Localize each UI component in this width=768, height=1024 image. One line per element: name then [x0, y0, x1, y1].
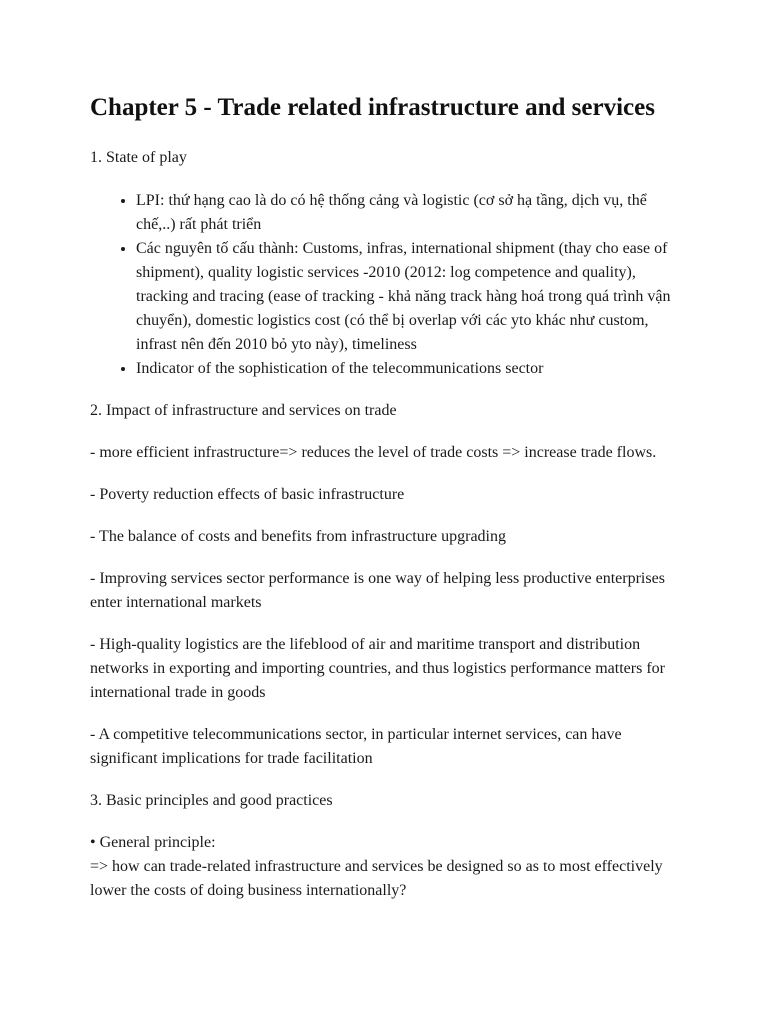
- general-principle-text: => how can trade-related infrastructure and services be designed so as to most effectively lower the costs of doing business internationally?: [90, 858, 663, 899]
- paragraph: - High-quality logistics are the lifeblood of air and maritime transport and distribution networks in exporting and importing countries, and thus logistics performance matters for international trade in goods: [90, 636, 665, 701]
- general-principle-block: [90, 831, 686, 903]
- paragraph: - more efficient infrastructure=> reduces the level of trade costs => increase trade flows.: [90, 444, 657, 461]
- paragraph: - Poverty reduction effects of basic infrastructure: [90, 486, 405, 503]
- section-heading-principles: 3. Basic principles and good practices: [90, 792, 333, 809]
- page-title: Chapter 5 - Trade related infrastructure and services: [90, 94, 655, 121]
- general-principle-label: • General principle:: [90, 834, 216, 851]
- state-of-play-list: [90, 189, 686, 381]
- document-page: [90, 90, 686, 921]
- list-item: • Indicator of the sophistication of the telecommunications sector: [136, 357, 686, 381]
- paragraph: - The balance of costs and benefits from infrastructure upgrading: [90, 528, 506, 545]
- paragraph: - Improving services sector performance is one way of helping less productive enterprises enter international markets: [90, 570, 665, 611]
- section-heading-impact: 2. Impact of infrastructure and services on trade: [90, 402, 397, 419]
- paragraph: - A competitive telecommunications sector, in particular internet services, can have significant implications for trade facilitation: [90, 726, 622, 767]
- list-item: • LPI: thứ hạng cao là do có hệ thống cảng và logistic (cơ sở hạ tầng, dịch vụ, thể chế,..) rất phát triển: [136, 189, 686, 237]
- list-item: • Các nguyên tố cấu thành: Customs, infras, international shipment (thay cho ease of shipment), quality logistic services -2010 (2012: log competence and quality), tracking and tracing (ease of tracking - khả năng track hàng hoá trong quá trình vận chuyển), domestic logistics cost (có thể bị overlap với các yto khác như custom, infrast nên đến 2010 bỏ yto này), timeliness: [136, 237, 686, 357]
- section-heading-state-of-play: 1. State of play: [90, 149, 187, 166]
